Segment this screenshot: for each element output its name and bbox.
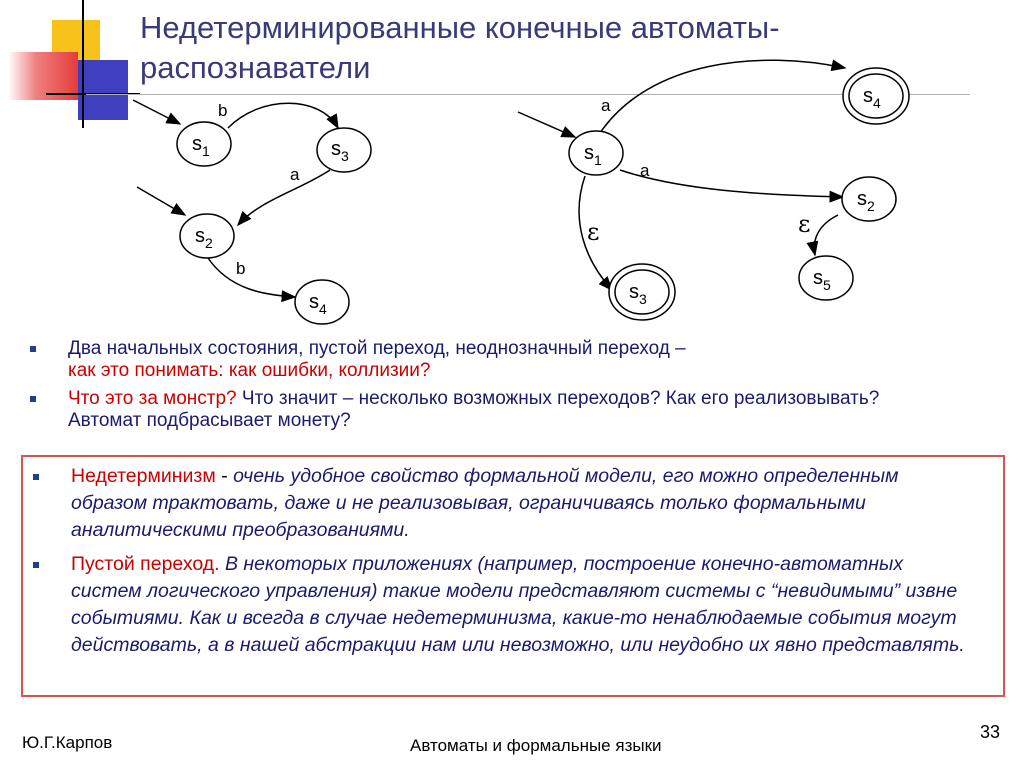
label-left-s1: $s_1$: [192, 133, 210, 159]
label-left-s4: $s_4$: [309, 291, 327, 317]
automata-diagrams: [0, 0, 1024, 340]
footer-course: Автоматы и формальные языки: [410, 736, 662, 755]
bullet-square-icon: [33, 474, 39, 480]
start-arrow-s1-left: [133, 100, 180, 124]
edge-label-right-a1: a: [601, 96, 611, 115]
edge-label-left-a: a: [290, 165, 300, 184]
bullet-square-icon: [30, 346, 36, 352]
edge-s3-s2-left: [238, 170, 330, 225]
bullet-1-red: как это понимать: как ошибки, коллизии?: [68, 360, 431, 381]
discussion-bullets: [30, 338, 910, 438]
box-1-text: очень удобное свойство формальной модели, его можно определенным образом трактовать, даже и не реализовывая, ограничиваясь только формальными аналитическими преобразованиями.: [71, 465, 899, 541]
box-1-sep: -: [215, 465, 234, 487]
label-right-s1: $s_1$: [584, 142, 602, 168]
footer-author: Ю.Г.Карпов: [22, 733, 113, 752]
label-right-s3: $s_3$: [629, 281, 647, 307]
box-2-term: Пустой переход: [71, 553, 215, 575]
bullet-2-text: Что значит – несколько возможных переходов? Как его реализовывать? Автомат подбрасывает монету?: [68, 388, 880, 431]
label-right-s5: $s_5$: [813, 267, 831, 293]
title-line-1: Недетерминированные конечные автоматы-: [140, 10, 780, 45]
bullet-item-1: [30, 338, 910, 382]
highlight-box-content: [33, 463, 978, 666]
label-right-s4: $s_4$: [863, 85, 881, 111]
box-1-term: Недетерминизм: [71, 465, 216, 487]
bullet-square-icon: [33, 562, 39, 568]
edge-label-right-eps2: ε: [798, 210, 811, 238]
highlight-box: [21, 455, 1005, 697]
page-number: 33: [980, 722, 1001, 742]
bullet-2-red: Что это за монстр?: [68, 388, 237, 409]
edge-s2-s5-right: [814, 215, 838, 255]
bullet-1-text: Два начальных состояния, пустой переход, неоднозначный переход –: [68, 338, 686, 359]
box-2-sep: .: [214, 553, 225, 575]
box-item-1: [33, 463, 978, 544]
label-right-s2: $s_2$: [857, 188, 875, 214]
start-arrow-s1-right: [518, 112, 575, 137]
bullet-item-2: [30, 388, 910, 432]
edge-s1-s2-right: [620, 170, 843, 197]
box-2-text: В некоторых приложениях (например, построение конечно-автоматных систем логического управления) такие модели представляют системы с “невидимыми” извне событиями. Как и всегда в случае недетерминизма, какие-то ненаблюдаемые события могут действовать, а в нашей абстракции нам или невозможно, или неудобно их явно представлять.: [71, 553, 965, 656]
label-left-s3: $s_3$: [331, 138, 349, 164]
box-item-2: [33, 551, 978, 659]
title-line-2: распознаватели: [140, 50, 371, 85]
edge-s2-s4-left: [208, 258, 295, 297]
edge-label-left-b1: b: [218, 101, 228, 120]
edge-label-right-eps1: ε: [587, 218, 600, 246]
label-left-s2: $s_2$: [195, 225, 213, 251]
edge-label-right-a2: a: [640, 161, 650, 180]
start-arrow-s2-left: [137, 187, 185, 215]
edge-label-left-b2: b: [236, 259, 246, 278]
edge-s1-s3-left: [228, 103, 338, 128]
bullet-square-icon: [30, 396, 36, 402]
edge-s1-s4-right: [600, 60, 845, 133]
